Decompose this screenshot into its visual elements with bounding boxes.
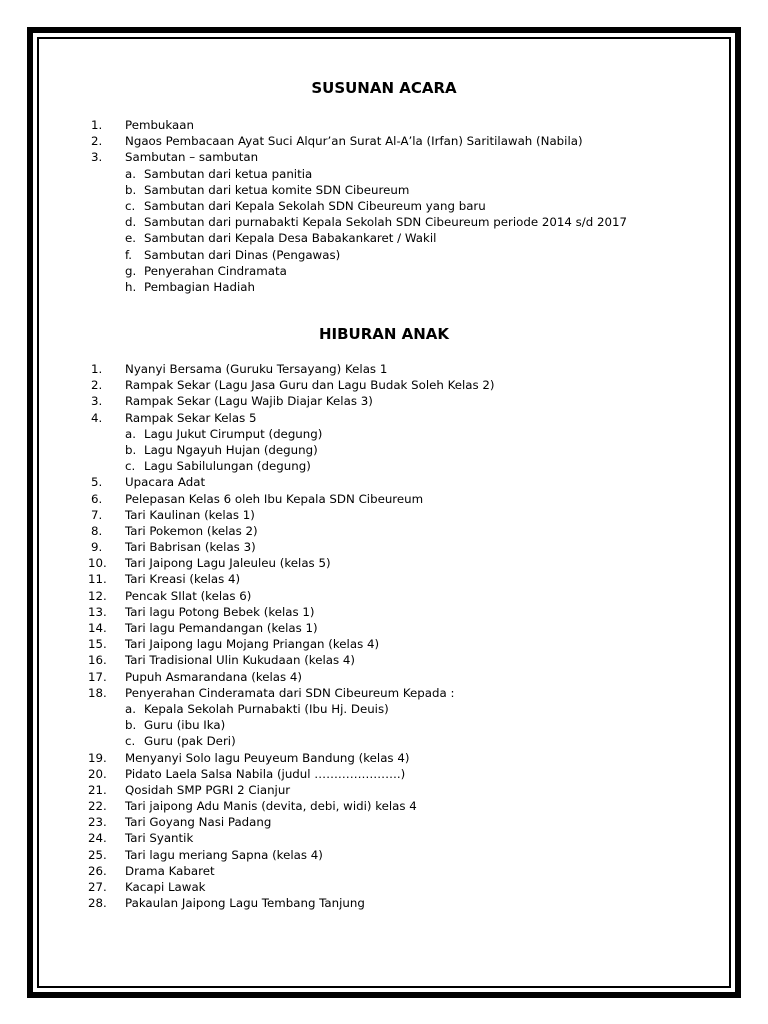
item-number: 4.: [91, 410, 103, 425]
list-item-row: [0, 555, 768, 571]
sub-list-item: [0, 214, 768, 230]
item-text: Rampak Sekar Kelas 5: [125, 410, 257, 425]
list-item: [0, 604, 768, 620]
item-number: 24.: [88, 831, 107, 846]
list-item-row: [0, 539, 768, 555]
list-item: [0, 539, 768, 555]
list-item: [0, 863, 768, 879]
sub-item-letter: e.: [125, 231, 137, 246]
sub-item-letter: h.: [125, 279, 137, 294]
item-text: Drama Kabaret: [125, 863, 215, 878]
item-number: 3.: [91, 394, 103, 409]
sub-item-letter: c.: [125, 198, 136, 213]
item-number: 1.: [91, 362, 103, 376]
sub-list-item: [0, 166, 768, 182]
list-item: [0, 393, 768, 409]
sub-list-item: [0, 426, 768, 442]
list-item-row: [0, 117, 768, 133]
item-text: Ngaos Pembacaan Ayat Suci Alqur’an Surat Al-A’la (Irfan) Saritilawah (Nabila): [125, 134, 583, 149]
list-item: [0, 523, 768, 539]
list-item: [0, 814, 768, 830]
list-item: [0, 117, 768, 133]
item-number: 25.: [88, 847, 107, 862]
list-item: [0, 782, 768, 798]
item-text: Tari Jaipong Lagu Jaleuleu (kelas 5): [125, 556, 331, 571]
sub-list-item: [0, 733, 768, 749]
list-item: [0, 133, 768, 149]
list-item-row: [0, 782, 768, 798]
sub-list-item: [0, 247, 768, 263]
item-number: 27.: [88, 880, 107, 894]
item-text: Tari Syantik: [125, 831, 194, 846]
item-text: Pidato Laela Salsa Nabila (judul ………………….): [125, 766, 406, 781]
item-text: Rampak Sekar (Lagu Jasa Guru dan Lagu Budak Soleh Kelas 2): [125, 378, 495, 393]
sub-item-text: Kepala Sekolah Purnabakti (Ibu Hj. Deuis): [144, 701, 389, 716]
sub-item-text: Penyerahan Cindramata: [144, 263, 287, 278]
list-item-row: [0, 620, 768, 636]
sub-item-letter: c.: [125, 734, 136, 749]
item-text: Kacapi Lawak: [125, 880, 206, 894]
item-number: 3.: [91, 150, 103, 165]
list-item-row: [0, 847, 768, 863]
list-item: [0, 652, 768, 668]
list-item: [0, 361, 768, 377]
sub-item-letter: f.: [125, 247, 133, 262]
list-item: [0, 555, 768, 571]
item-number: 28.: [88, 896, 107, 911]
item-number: 19.: [88, 750, 107, 765]
item-text: Tari Tradisional Ulin Kukudaan (kelas 4): [125, 653, 355, 668]
list-item: [0, 588, 768, 604]
list-item: [0, 491, 768, 507]
item-text: Menyanyi Solo lagu Peuyeum Bandung (kelas 4): [125, 750, 410, 765]
item-text: Qosidah SMP PGRI 2 Cianjur: [125, 782, 291, 797]
sub-item-text: Sambutan dari ketua panitia: [144, 166, 313, 181]
item-text: Pupuh Asmarandana (kelas 4): [125, 669, 303, 684]
item-number: 17.: [88, 669, 107, 684]
item-text: Tari jaipong Adu Manis (devita, debi, widi) kelas 4: [125, 799, 417, 814]
list-item: [0, 798, 768, 814]
sub-list-item: [0, 701, 768, 717]
item-text: Pembukaan: [125, 118, 194, 132]
sub-list-item: [0, 198, 768, 214]
item-number: 18.: [88, 685, 107, 700]
list-item: [0, 685, 768, 750]
list-item: [0, 620, 768, 636]
list-item-row: [0, 830, 768, 846]
list-item-row: [0, 895, 768, 911]
sub-item-letter: a.: [125, 701, 136, 716]
sub-item-letter: c.: [125, 459, 136, 474]
item-text: Tari lagu meriang Sapna (kelas 4): [125, 847, 323, 862]
sub-item-text: Guru (ibu Ika): [144, 718, 226, 733]
list-item-row: [0, 377, 768, 393]
list-item-row: [0, 491, 768, 507]
list-item-row: [0, 507, 768, 523]
sub-list-item: [0, 717, 768, 733]
section-title-hiburan-anak: HIBURAN ANAK: [318, 325, 450, 343]
item-text: Tari Kreasi (kelas 4): [125, 572, 241, 587]
item-number: 16.: [88, 653, 107, 668]
list-item-row: [0, 410, 768, 426]
item-number: 5.: [91, 475, 103, 490]
sub-list-item: [0, 263, 768, 279]
list-item: [0, 410, 768, 475]
list-item: [0, 636, 768, 652]
item-text: Penyerahan Cinderamata dari SDN Cibeureum Kepada :: [125, 685, 455, 700]
item-text: Tari Babrisan (kelas 3): [125, 540, 256, 555]
list-item: [0, 766, 768, 782]
section-title-susunan-acara: SUSUNAN ACARA: [311, 79, 457, 97]
item-text: Tari lagu Pemandangan (kelas 1): [125, 621, 318, 635]
list-item-row: [0, 798, 768, 814]
item-number: 12.: [88, 588, 107, 603]
sub-item-letter: b.: [125, 442, 137, 457]
sub-item-letter: b.: [125, 718, 137, 733]
item-text: Tari Kaulinan (kelas 1): [125, 507, 255, 522]
item-text: Sambutan – sambutan: [125, 150, 259, 165]
list-item: [0, 830, 768, 846]
list-item-row: [0, 652, 768, 668]
sub-item-letter: b.: [125, 182, 137, 197]
sub-list: [0, 426, 768, 475]
sub-item-letter: d.: [125, 215, 137, 230]
item-text: Tari lagu Potong Bebek (kelas 1): [125, 604, 315, 619]
item-number: 2.: [91, 378, 103, 393]
list-item: [0, 879, 768, 895]
item-text: Nyanyi Bersama (Guruku Tersayang) Kelas 1: [125, 362, 388, 376]
sub-item-text: Pembagian Hadiah: [144, 279, 255, 294]
item-number: 11.: [88, 572, 107, 587]
item-text: Tari Goyang Nasi Padang: [125, 815, 272, 830]
list-item-row: [0, 523, 768, 539]
list-item-row: [0, 863, 768, 879]
list-item-row: [0, 133, 768, 149]
item-number: 8.: [91, 523, 103, 538]
item-number: 2.: [91, 134, 103, 149]
item-text: Tari Jaipong lagu Mojang Priangan (kelas 4): [125, 637, 380, 652]
sub-list-item: [0, 182, 768, 198]
sub-item-text: Sambutan dari purnabakti Kepala Sekolah SDN Cibeureum periode 2014 s/d 2017: [144, 215, 628, 230]
sub-item-text: Sambutan dari Kepala Desa Babakankaret / Wakil: [144, 231, 437, 246]
item-text: Rampak Sekar (Lagu Wajib Diajar Kelas 3): [125, 394, 373, 409]
item-text: Upacara Adat: [125, 475, 206, 490]
list-item-row: [0, 149, 768, 165]
list-item-row: [0, 474, 768, 490]
list-item: [0, 750, 768, 766]
sub-list-item: [0, 442, 768, 458]
list-item: [0, 847, 768, 863]
item-text: Pencak SIlat (kelas 6): [125, 588, 252, 603]
list-item-row: [0, 393, 768, 409]
list-item-row: [0, 361, 768, 377]
list-item-row: [0, 766, 768, 782]
list-item-row: [0, 814, 768, 830]
list-item-row: [0, 571, 768, 587]
sub-item-text: Lagu Sabilulungan (degung): [144, 459, 311, 474]
sub-list: [0, 166, 768, 296]
item-number: 23.: [88, 815, 107, 830]
item-number: 15.: [88, 637, 107, 652]
list-item-row: [0, 636, 768, 652]
list-item: [0, 507, 768, 523]
sub-item-letter: a.: [125, 166, 136, 181]
item-number: 13.: [88, 604, 107, 619]
list-item-row: [0, 879, 768, 895]
list-item-row: [0, 604, 768, 620]
sub-item-text: Lagu Ngayuh Hujan (degung): [144, 442, 318, 457]
item-number: 20.: [88, 766, 107, 781]
item-number: 1.: [91, 118, 103, 132]
sub-list-item: [0, 230, 768, 246]
list-item-row: [0, 588, 768, 604]
sub-item-letter: a.: [125, 426, 136, 441]
list-item: [0, 149, 768, 295]
list-item-row: [0, 750, 768, 766]
sub-item-text: Guru (pak Deri): [144, 734, 236, 749]
item-number: 9.: [91, 540, 103, 555]
item-text: Tari Pokemon (kelas 2): [125, 523, 258, 538]
sub-item-text: Lagu Jukut Cirumput (degung): [144, 426, 323, 441]
item-number: 26.: [88, 863, 107, 878]
hiburan-anak-list: [0, 361, 768, 911]
item-text: Pelepasan Kelas 6 oleh Ibu Kepala SDN Cibeureum: [125, 491, 424, 506]
sub-list: [0, 701, 768, 750]
list-item: [0, 474, 768, 490]
item-number: 14.: [88, 621, 107, 635]
item-number: 21.: [88, 782, 107, 797]
item-number: 10.: [88, 556, 107, 571]
sub-list-item: [0, 458, 768, 474]
sub-item-text: Sambutan dari Kepala Sekolah SDN Cibeureum yang baru: [144, 198, 486, 213]
sub-item-text: Sambutan dari ketua komite SDN Cibeureum: [144, 182, 410, 197]
list-item-row: [0, 685, 768, 701]
sub-item-letter: g.: [125, 263, 137, 278]
susunan-acara-list: [0, 117, 768, 295]
list-item: [0, 571, 768, 587]
sub-list-item: [0, 279, 768, 295]
list-item-row: [0, 669, 768, 685]
list-item: [0, 895, 768, 911]
item-number: 6.: [91, 491, 103, 506]
list-item: [0, 669, 768, 685]
item-number: 7.: [91, 507, 103, 522]
item-number: 22.: [88, 799, 107, 814]
sub-item-text: Sambutan dari Dinas (Pengawas): [144, 247, 341, 262]
item-text: Pakaulan Jaipong Lagu Tembang Tanjung: [125, 896, 365, 911]
list-item: [0, 377, 768, 393]
